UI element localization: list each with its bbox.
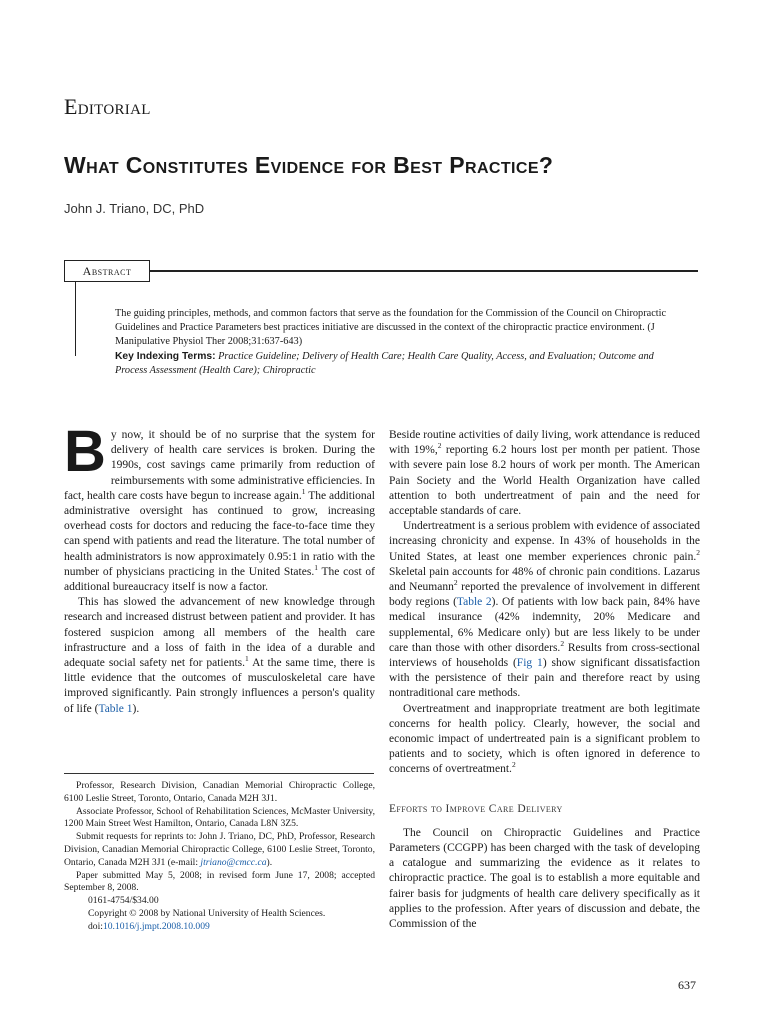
email-link[interactable]: jtriano@cmcc.ca bbox=[200, 856, 267, 868]
section-heading: Efforts to Improve Care Delivery bbox=[389, 802, 563, 815]
left-column bbox=[64, 419, 376, 717]
citation[interactable]: 1 bbox=[245, 654, 249, 664]
abstract-rule bbox=[150, 270, 698, 272]
footnote: Professor, Research Division, Canadian Memorial Chiropractic College, 6100 Leslie Street, Toronto, Ontario, Canada M2H 3J1. bbox=[64, 780, 375, 804]
text-run: reporting 6.2 hours lost per month per patient. Those with severe pain lose 8.2 hours of work per month. The American Pain Society and the World Health Organization have called attention to both undertreatment of pain and the need for acceptable standards of care. bbox=[389, 444, 700, 518]
right-column bbox=[389, 428, 700, 932]
drop-cap: B bbox=[64, 419, 106, 484]
footnote: 0161-4754/$34.00 bbox=[88, 895, 159, 907]
footnote bbox=[64, 831, 375, 869]
text-run: Undertreatment is a serious problem with evidence of associated increasing chronicity and expense. In 43% of households in the United States, at least one member experiences chronic pain. bbox=[389, 520, 700, 563]
citation[interactable]: 2 bbox=[437, 441, 442, 451]
footnote bbox=[64, 921, 375, 934]
table-1-link[interactable]: Table 1 bbox=[98, 702, 133, 715]
text-run: The cost of additional bureaucracy itself is now a factor. bbox=[64, 565, 376, 594]
citation[interactable]: 2 bbox=[511, 760, 516, 770]
paragraph bbox=[389, 428, 700, 519]
abstract-text: The guiding principles, methods, and common factors that serve as the foundation for the Commission of the Council on Chiropractic Guidelines and Practice Parameters best practices initiative are discussed in the context of the chiropractic practice environment. (J Manipulative Physiol Ther 2008;31:637-643) bbox=[115, 308, 667, 348]
text-run: ). Of patients with low back pain, 84% have medical insurance (42% indemnity, 20% Medicare and supplemental, 6% Medicare only) but are less likely to be under care than those with other disorders. bbox=[389, 596, 700, 654]
footnote: Associate Professor, School of Rehabilitation Sciences, McMaster University, 1200 Main Street West Hamilton, Ontario, Canada L8N 3Z5. bbox=[64, 805, 376, 830]
table-2-link[interactable]: Table 2 bbox=[456, 596, 492, 609]
key-terms-label: Key Indexing Terms: bbox=[115, 350, 216, 362]
paragraph bbox=[64, 419, 376, 595]
page-number: 637 bbox=[678, 978, 696, 992]
text-run: y now, it should be of no surprise that the system for delivery of health care services is broken. During the 1990s, cost savings came primarily from reduction of reimbursements with some administrative efficiencies. In fact, health care costs have begun to increase again. bbox=[64, 429, 375, 502]
doi-link[interactable]: 10.1016/j.jmpt.2008.10.009 bbox=[102, 920, 210, 932]
text-run: This has slowed the advancement of new knowledge through research and increased distrust between patient and provider. It has fostered suspicion among all members of the health care infrastructure and a loss of faith in the idea of a durable and adequate social safety net for patients. bbox=[64, 596, 375, 670]
author-line: John J. Triano, DC, PhD bbox=[64, 201, 205, 216]
text-run: Beside routine activities of daily living, work attendance is reduced with 19%, bbox=[389, 429, 700, 457]
text-run: ). bbox=[266, 856, 273, 868]
text-run: At the same time, there is little evidence that the outcomes of musculoskeletal care have improved significantly. Pain strongly influences a person's quality of life ( bbox=[64, 657, 375, 715]
article-title: What Constitutes Evidence for Best Practice? bbox=[64, 152, 554, 178]
citation[interactable]: 1 bbox=[301, 486, 306, 496]
abstract-label: Abstract bbox=[64, 260, 150, 282]
footnote: Copyright © 2008 by National University of Health Sciences. bbox=[88, 907, 326, 919]
abstract-vertical-rule bbox=[75, 282, 76, 356]
citation[interactable]: 2 bbox=[696, 547, 700, 557]
section-label: Editorial bbox=[64, 94, 151, 119]
citation[interactable]: 1 bbox=[314, 563, 318, 572]
footnote-rule bbox=[64, 773, 374, 774]
text-run: Overtreatment and inappropriate treatment are both legitimate concerns for health policy. Clearly, however, the social and economic impact of undertreated pain is a significant problem to patients and to society, which is often ignored in deference to concerns of overtreatment. bbox=[389, 702, 700, 776]
paragraph bbox=[64, 595, 375, 717]
paragraph bbox=[389, 519, 700, 701]
text-run: The additional administrative oversight has continued to grow, increasing overhead costs for doctors and reducing the face-to-face time they can spend with patients and read the literature. The total number of health administrators is now approximately 0.95:1 in ratio with the number of physicians practicing in the United States. bbox=[64, 489, 375, 578]
footnotes bbox=[64, 780, 375, 934]
text-run: Skeletal pain accounts for 48% of chronic pain conditions. Lazarus and Neumann bbox=[389, 565, 700, 594]
text-run: Results from cross-sectional interviews of households ( bbox=[389, 641, 701, 670]
text-run: ). bbox=[132, 702, 140, 715]
paragraph: The Council on Chiropractic Guidelines and Practice Parameters (CCGPP) has been charged with the task of developing a catalogue and summarizing the evidence as it relates to chiropractic practice. The goal is to establish a more equitable and fairer basis for judgments of health care delivery specifically as it applies to the profession. After years of discussion and debate, the Commission of the bbox=[389, 826, 700, 931]
key-terms: Practice Guideline; Delivery of Health Care; Health Care Quality, Access, and Evaluation; Outcome and Process Assessment (Health Care); Chiropractic bbox=[115, 350, 654, 376]
citation[interactable]: 2 bbox=[453, 578, 458, 588]
text-run: doi: bbox=[88, 920, 103, 932]
fig-1-link[interactable]: Fig 1 bbox=[516, 657, 543, 670]
abstract-body bbox=[115, 307, 675, 378]
footnote: Paper submitted May 5, 2008; in revised form June 17, 2008; accepted September 8, 2008. bbox=[64, 869, 375, 894]
text-run: ) show significant dissatisfaction with the persistence of their pain and therefore react by using nontraditional care methods. bbox=[389, 657, 700, 700]
citation[interactable]: 2 bbox=[560, 639, 565, 649]
text-run: Submit requests for reprints to: John J. Triano, DC, PhD, Professor, Research Division, Canadian Memorial Chiropractic College, 6100 Leslie Street, Toronto, Ontario, Canada M2H 3J1 (e-mail: bbox=[64, 831, 375, 868]
text-run: reported the prevalence of involvement in different body regions ( bbox=[389, 581, 700, 609]
paragraph bbox=[389, 702, 700, 778]
